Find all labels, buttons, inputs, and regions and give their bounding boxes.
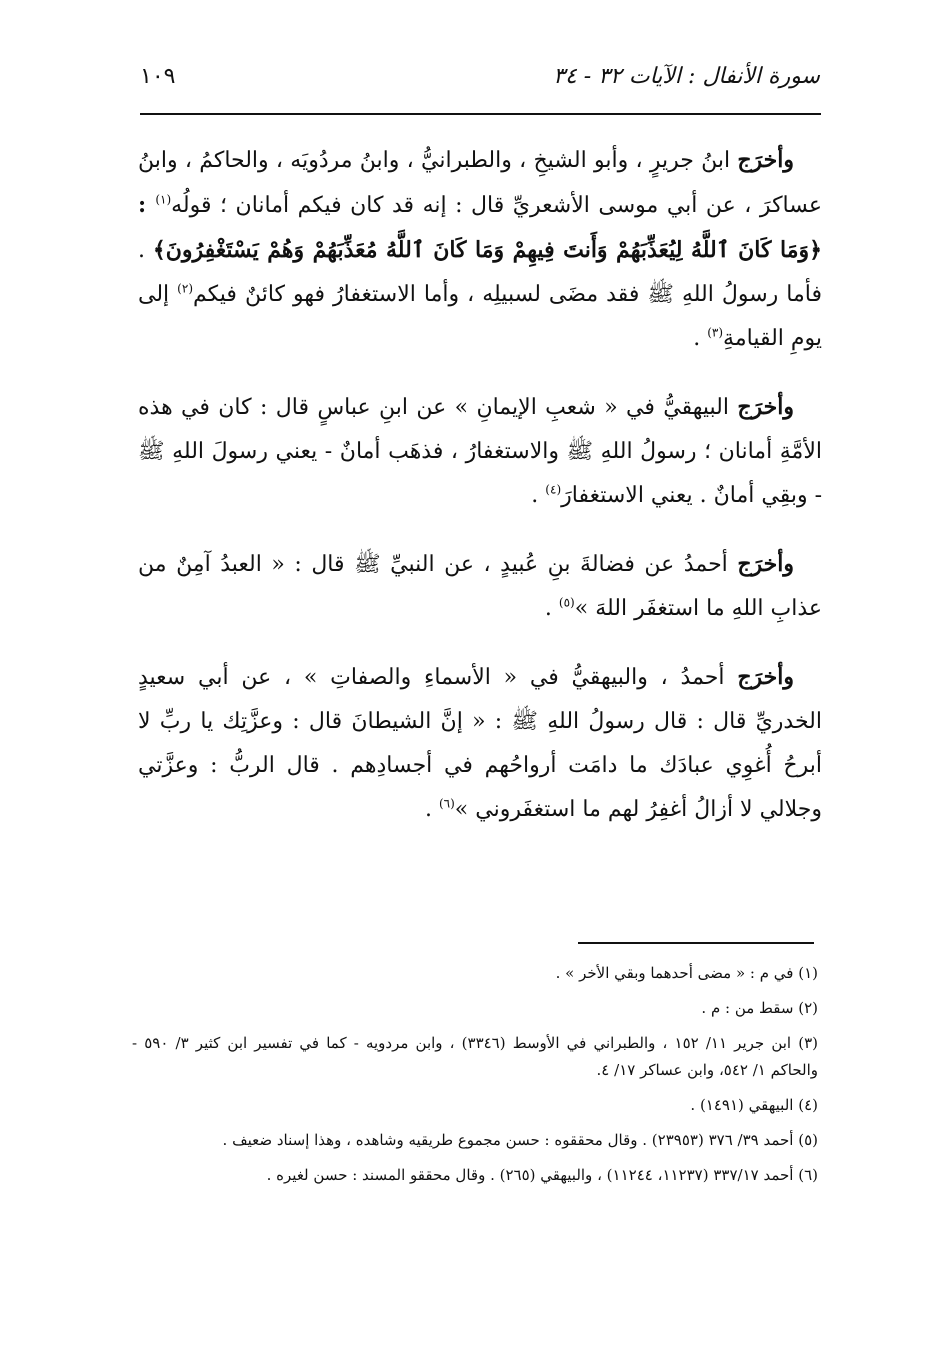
paragraph-text: ابنُ جريرٍ ، وأبو الشيخِ ، والطبرانيُّ ، وابنُ مردُويَه ، والحاكمُ ، وابنُ عساكرَ ، عن أبي موسى الأشعريِّ قال : إنه قد كان فيكم أمانان ؛ قولُه [138,148,822,218]
footnote-1: (١) في م : « مضى أحدهما وبقي الأخر » . [555,964,818,982]
footnote-5: (٥) أحمد ٣٩/ ٣٧٦ (٢٣٩٥٣) . وقال محققوه : حسن مجموع طريقيه وشاهده ، وهذا إسناد ضعيف . [222,1131,818,1149]
footnote-ref-5: (٥) [558,595,575,610]
paragraph-lead: وأخرَج [737,147,794,173]
paragraph-4 [138,655,822,832]
footnote-ref-1: (١) [155,192,172,207]
paragraph-2 [138,385,822,518]
footnote-ref-3: (٣) [707,325,724,340]
paragraph-end: . [544,596,559,621]
footnote-3: (٣) ابن جرير ١١/ ١٥٢ ، والطبراني في الأوسط (٣٣٤٦) ، وابن مردويه - كما في تفسير ابن كثير ٣/ ٥٩٠ - والحاكم ١/ ٥٤٢، وابن عساكر ١٧/ ٤. [132,1034,818,1079]
page-number: ١٠٩ [140,63,176,89]
footnote-ref-4: (٤) [545,482,562,497]
paragraph-text: أحمدُ ، والبيهقيُّ في « الأسماءِ والصفاتِ » ، عن أبي سعيدٍ الخدريِّ قال : قال رسولُ اللهِ ﷺ : « إنَّ الشيطانَ قال : وعزَّتِك يا ربِّ لا أبرحُ أُغوِي عبادَك ما دامَت أرواحُهم في أجسادِهم . قال الربُّ : وعزَّتي وجلالي لا أزالُ أغفِرُ لهم ما استغفَروني » [138,665,822,822]
paragraph-end: . [424,797,439,822]
running-header [140,58,820,94]
paragraph-lead: وأخرَج [737,394,794,420]
footnote-ref-6: (٦) [438,796,455,811]
paragraph-end: . [531,483,546,508]
footnote-2: (٢) سقط من : م . [701,999,818,1017]
footnote-ref-2: (٢) [177,281,193,296]
footnote-6: (٦) أحمد ٣٣٧/١٧ (١١٢٣٧، ١١٢٤٤) ، والبيهقي (٢٦٥) . وقال محققو المسند : حسن لغيره . [266,1166,818,1184]
paragraph-end: . [693,326,708,351]
quran-verse: : ﴿وَمَا كَانَ ٱللَّهُ لِيُعَذِّبَهُمْ وَأَنتَ فِيهِمْ وَمَا كَانَ ٱللَّهُ مُعَذِّبَهُمْ وَهُمْ يَسْتَغْفِرُونَ﴾ [138,192,822,263]
paragraph-text: إلى يومِ القيامةِ [138,282,822,351]
paragraph-lead: وأخرَج [737,664,794,690]
main-text [138,138,822,856]
chapter-title: سورة الأنفال : الآيات ٣٢ - ٣٤ [553,63,820,89]
header-divider [140,113,821,115]
paragraph-text: البيهقيُّ في « شعبِ الإيمانِ » عن ابنِ عباسٍ قال : كان في هذه الأمَّةِ أمانان ؛ رسولُ اللهِ ﷺ والاستغفارُ ، فذهَب أمانٌ - يعني رسولَ اللهِ ﷺ - وبقِي أمانٌ . يعني الاستغفارَ [138,395,822,508]
paragraph-text: . فأما رسولُ اللهِ ﷺ فقد مضَى لسبيلِه ، وأما الاستغفارُ فهو كائنٌ فيكم [138,238,822,307]
paragraph-1 [138,138,822,361]
footnotes [132,960,818,1197]
paragraph-lead: وأخرَج [737,551,794,577]
footnote-divider [578,942,814,944]
paragraph-3 [138,542,822,631]
footnote-4: (٤) البيهقي (١٤٩١) . [690,1096,818,1114]
paragraph-text: أحمدُ عن فضالةَ بنِ عُبيدٍ ، عن النبيِّ ﷺ قال : « العبدُ آمِنٌ من عذابِ اللهِ ما استغفَر اللهَ » [138,552,822,621]
